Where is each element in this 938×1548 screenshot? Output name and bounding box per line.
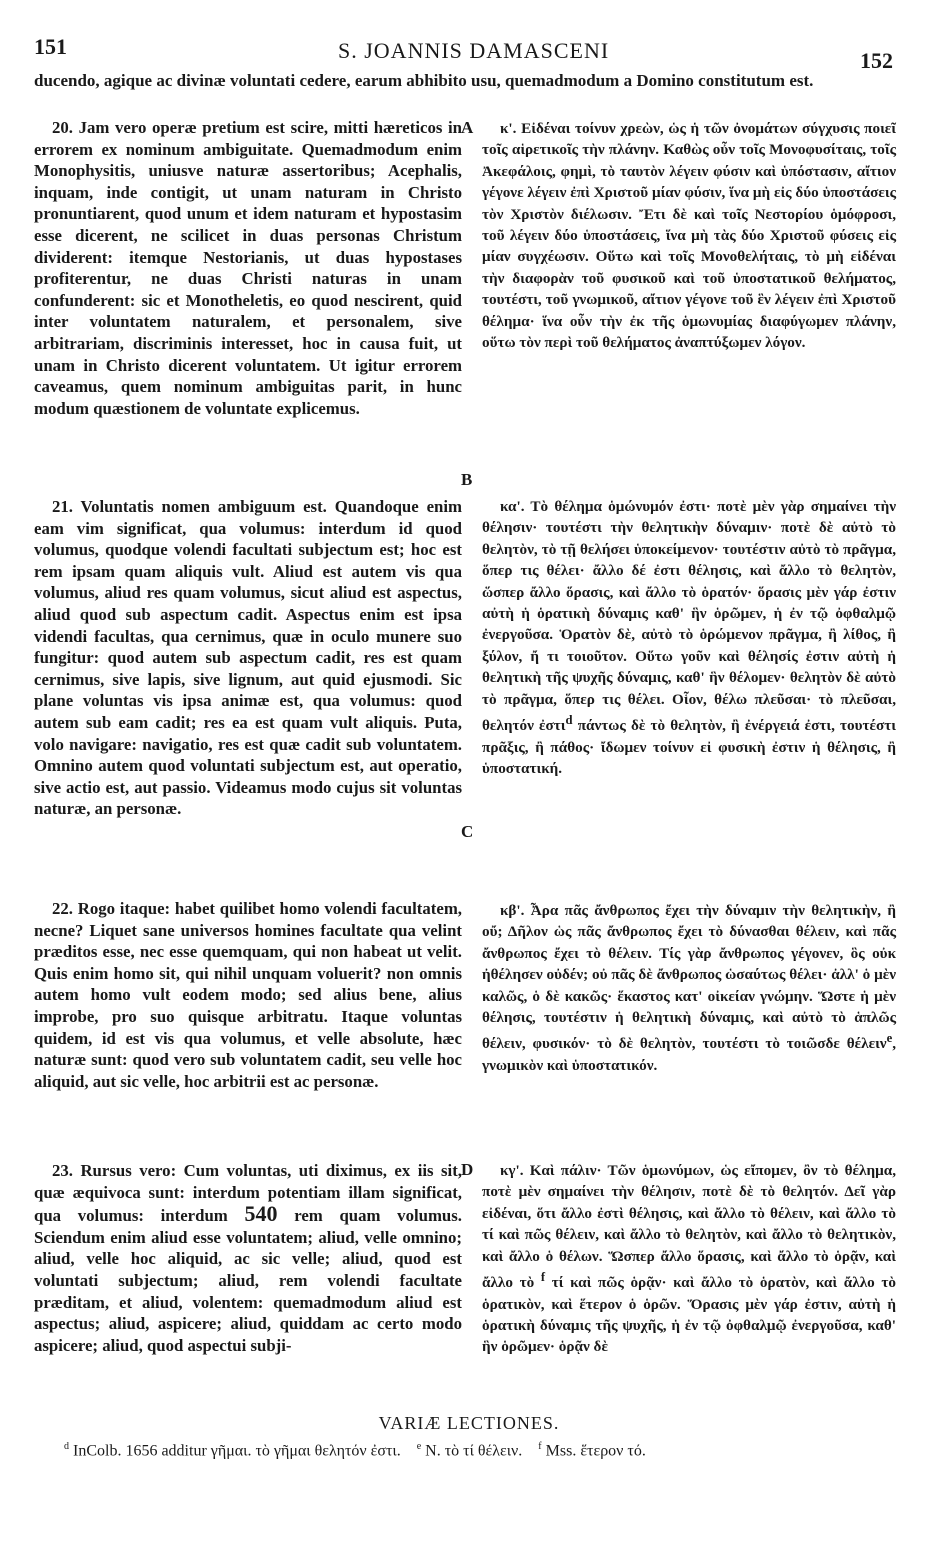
column-marker-b: B <box>461 470 473 489</box>
greek-kb-text: κβ'. Ἆρα πᾶς ἄνθρωπος ἔχει τὴν δύναμιν τὴν θελητικὴν, ἢ οὔ; Δῆλον ὡς πᾶς ἄνθρωπος ἔχει τὸ δύνασθαι θέλειν, καὶ πᾶς ἄνθρωπος ἔχει τὸ θέλειν. Τίς γὰρ ἄνθρωπος γέγονεν, ὃς οὐκ ἠθέλησεν οὐδέν; οὐ πᾶς δὲ ἄνθρωπος ὡσαύτως θέλει· ἀλλ' ὁ μὲν καλῶς, ὁ δὲ κακῶς· ἕκαστος κατ' οἰκείαν γνώμην. Ὥστε ἡ μὲν θέλησις, τουτέστιν ἡ θελητικὴ δύναμις, καὶ αὐτὸ τὸ ἁπλῶς θέλειν, φυσικόν· τὸ δὲ θελητὸν, τουτέστι τὸ τοιῶσδε θέλειν <box>482 902 896 1053</box>
latin-paragraph-21 <box>34 496 462 820</box>
column-marker-c: C <box>461 822 474 841</box>
running-title: S. JOANNIS DAMASCENI <box>338 38 610 63</box>
variae-lectiones-notes <box>64 1437 924 1461</box>
greek-kg-text-a: κγ'. Καὶ πάλιν· Τῶν ὁμωνύμων, ὡς εἴπομεν, ὂν τὸ θέλημα, ποτὲ μὲν σημαίνει τὴν θέλησιν, ποτὲ δὲ τὸ θελητόν. Δεῖ γὰρ εἰδέναι, ὅτι ἄλλο ἐστὶ θέλησις, καὶ ἄλλο τὸ θέλειν, καὶ ἄλλο τὸ τί καὶ πῶς θέλειν, καὶ ἄλλο τὸ θελητὸν, καὶ ἄλλο τὸ θελητικὸν, καὶ ἄλλο ὁ θέλων. Ὥσπερ ἄλλο ὅρασις, καὶ ἄλλο τὸ ὁρᾷν, καὶ ἄλλο τὸ <box>482 1162 896 1292</box>
greek-kg-text-b: τί καὶ πῶς ὁρᾷν· καὶ ἄλλο τὸ ὁρατὸν, καὶ ἄλλο τὸ ὁρατικὸν, καὶ ἕτερον ὁ ὁρῶν. Ὅρασις μὲν γάρ ἐστιν, αὐτὴ ἡ ὁρατικὴ δύναμις τῆς ψυχῆς, ἡ ἐν τῷ ὀφθαλμῷ ἐνεργοῦσα, καθ' ἣν ὁρῶμεν· ὁρᾷν δὲ <box>482 1274 896 1356</box>
greek-kb-end: , γνωμικὸν καὶ ὑποστατικόν. <box>482 1035 896 1074</box>
latin-paragraph-22 <box>34 898 462 1092</box>
variant-note-f: Mss. ἕτερον τό. <box>545 1442 646 1460</box>
column-marker-d: D <box>461 1160 474 1179</box>
variant-mark-e: e <box>416 1441 422 1452</box>
running-header <box>0 34 938 74</box>
greek-section-kg <box>482 1160 896 1358</box>
greek-section-ka <box>482 496 896 779</box>
latin-paragraph-20 <box>34 117 462 419</box>
page-number-left: 151 <box>34 34 67 59</box>
variant-note-d: InColb. 1656 additur γῆμαι. τὸ γῆμαι θελητόν ἐστι. <box>73 1442 401 1460</box>
footnote-mark-e: e <box>886 1031 893 1046</box>
latin-p23-text-b: rem quam volumus. Sciendum enim aliud esse voluntatem; aliud, velle omnino; aliud, velle hoc aliquid, ac sic velle; aliud, quod est voluntati subjectum; aliud, rem volendi facultate præditam, et aliud, volentem: quemadmodum aliud est aspectus; aliud, aspicere; aliud, quiddam ac certo modo aspicere; aliud, quod aspectui subji- <box>34 1206 462 1355</box>
latin-paragraph-23 <box>34 1160 462 1356</box>
latin-p21-text: 21. Voluntatis nomen ambiguum est. Quandoque enim eam vim significat, qua volumus: interdum id quod volumus, quodque volendi facultati subjectum est; hoc est rem ipsam quam aliquis vult. Aliud est autem vis qua volumus, aliud res quam volumus, sicut aliud est aspectus, aliud quod sub aspectum cadit. Aspectus enim est ipsa videndi facultas, qua cernimus, quæ in oculo munere suo fungitur: quod autem sub aspectum cadit, res est quam cernimus, sive lapis, sive lignum, aut quid ejusmodi. Sic plane voluntas vis ipsa animæ est, qua volumus: quod autem sub eam cadit; res ea est quam vult aliquis. Puta, volo navigare: navigatio, res est quæ cadit sub voluntatem. Omnino autem quod voluntati subjectum est, aut operatio, sive actio est, aut passio. Videamus modo cujus sit voluntas naturæ, an personæ. <box>34 497 462 819</box>
footnote-mark-d: d <box>565 713 573 728</box>
intro-text: ducendo, agique ac divinæ voluntati cedere, earum abhibito usu, quemadmodum a Domino constitutum est. <box>34 71 814 90</box>
variae-lectiones-title: VARIÆ LECTIONES. <box>378 1413 560 1433</box>
variant-mark-d: d <box>64 1441 69 1452</box>
page-number-right: 152 <box>860 48 893 73</box>
greek-ka-text: κα'. Τὸ θέλημα ὁμώνυμόν ἐστι· ποτὲ μὲν γὰρ σημαίνει τὴν θέλησιν· τουτέστι τὴν θελητικὴν δύναμιν· ποτὲ δὲ αὐτὸ τὸ θελητὸν, τὸ τῇ θελήσει ὑποκείμενον· τουτέστιν αὐτὸ τὸ πρᾶγμα, ὅπερ τις θέλει· ἄλλο δέ ἐστι θέλησις, καὶ ἄλλο τὸ θελητὸν, ὥσπερ ἄλλο ὅρασις, καὶ ἄλλο τὸ ὁρατόν· ὅρασις μὲν γάρ ἐστιν αὐτὴ ἡ ὁρατικὴ δύναμις καθ' ἣν ὁρῶμεν, ἡ ἐν τῷ ὀφθαλμῷ ἐνεργοῦσα. Ὁρατὸν δὲ, αὐτὸ τὸ ὁρώμενον πρᾶγμα, ἢ λίθος, ἢ ξύλον, ἤ τι τοιοῦτον. Οὕτω γοῦν καὶ θέλησίς ἐστιν αὐτὴ ἡ θελητικὴ τῆς ψυχῆς δύναμις, καθ' ἣν θέλομεν· θελητὸν δὲ αὐτὸ τὸ πρᾶγμα, ὅπερ τις θέλει. Οἷον, θέλω πλεῦσαι· τὸ πλεῦσαι, θελητόν ἐστι <box>482 498 896 735</box>
greek-section-kb <box>482 900 896 1076</box>
greek-k-text: κ'. Εἰδέναι τοίνυν χρεὼν, ὡς ἡ τῶν ὀνομάτων σύγχυσις ποιεῖ τοῖς αἱρετικοῖς τὴν πλάνην. Καθὼς οὖν τοῖς Μονοφυσίταις, τοῖς Ἀκεφάλοις, φημὶ, τὸ ταυτὸν λέγειν φύσιν καὶ ὑπόστασιν, αἴτιον γέγονε λέγειν ἐπὶ Χριστοῦ μίαν φύσιν, ἵνα μὴ εἰς δύο ὑποστάσεις τὸν Χριστὸν διέλωσιν. Ἔτι δὲ καὶ τοῖς Νεστορίου ὁμόφροσι, τοῦ λέγειν δύο ὑποστάσεις, ἵνα μὴ τὰς δύο Χριστοῦ φύσεις εἰς μίαν συγχέωσιν. Οὕτω καὶ τοῖς Μονοθελήταις, τὸ μὴ εἰδέναι τὴν διαφορὰν τοῦ φυσικοῦ καὶ τοῦ ὑποστατικοῦ θελήματος, τουτέστι, τοῦ γνωμικοῦ, αἴτιον γέγονε τοῦ ἓν λέγειν ἐπὶ Χριστοῦ θέλημα· ἵνα οὖν τὴν ἐκ τῆς ὁμωνυμίας διαφύγωμεν πλάνην, οὕτω τὸν περὶ τοῦ θελήματος ἀναπτύξωμεν λόγον. <box>482 120 896 352</box>
variant-note-e: N. τὸ τί θέλειν. <box>425 1442 523 1460</box>
footnote-mark-f: f <box>540 1270 546 1285</box>
latin-p20-text: 20. Jam vero operæ pretium est scire, mitti hæreticos in errorem ex nominum ambiguitate. Quemadmodum enim Monophysitis, uniusve naturæ assertoribus; Acephalis, inquam, inde contigit, ut unam naturam in Christo pronuntiarent, quod unum et idem naturam et hypostasim esse dicerent, ne scilicet in duas personas Christum dividerent: itemque Nestorianis, ut duas hypostases profiterentur, ne duas Christi naturas in unam confunderent: sic et Monotheletis, eo quod nescirent, quid inter voluntatem naturalem, et personalem, sive arbitrariam, discriminis interesset, hoc in causa fuit, ut unam in Christo dicerent voluntatem. Ut igitur errorem caveamus, quem nominum ambiguitas parit, in hunc modum quæstionem de voluntate explicemus. <box>34 118 462 418</box>
latin-p23-text-a: 23. Rursus vero: Cum voluntas, uti diximus, ex iis sit, quæ æquivoca sunt: interdum potentiam illam significat, qua volumus: interdum <box>34 1161 462 1226</box>
column-marker-a: A <box>461 118 474 137</box>
latin-p22-text: 22. Rogo itaque: habet quilibet homo volendi facultatem, necne? Liquet sane universos homines facultate qua velint præditos esse, nec esse quemquam, qui non habeat ut velit. Quis enim homo sit, qui nihil unquam voluerit? non omnis autem homo vult eodem modo; sed alius bene, alius improbe, pro suo quisque arbitratu. Itaque voluntas quidem, id est vis qua volumus, et velle absolute, hæc naturæ sunt: quod vero sub voluntatem cadit, seu velle hoc aliquid, aut sic velle, hoc arbitrii est ac personæ. <box>34 899 462 1091</box>
greek-section-k <box>482 118 896 353</box>
migne-column-number: 540 <box>244 1201 278 1227</box>
variant-mark-f: f <box>538 1441 542 1452</box>
greek-ka-end: πάντως δὲ τὸ θελητὸν, ἢ ἐνέργειά ἐστι, τουτέστι πρᾶξις, ἢ πάθος· ἴδωμεν τοίνυν εἰ φυσικὴ ἐστιν ἡ θέλησις, ἢ ὑποστατική. <box>482 717 896 777</box>
